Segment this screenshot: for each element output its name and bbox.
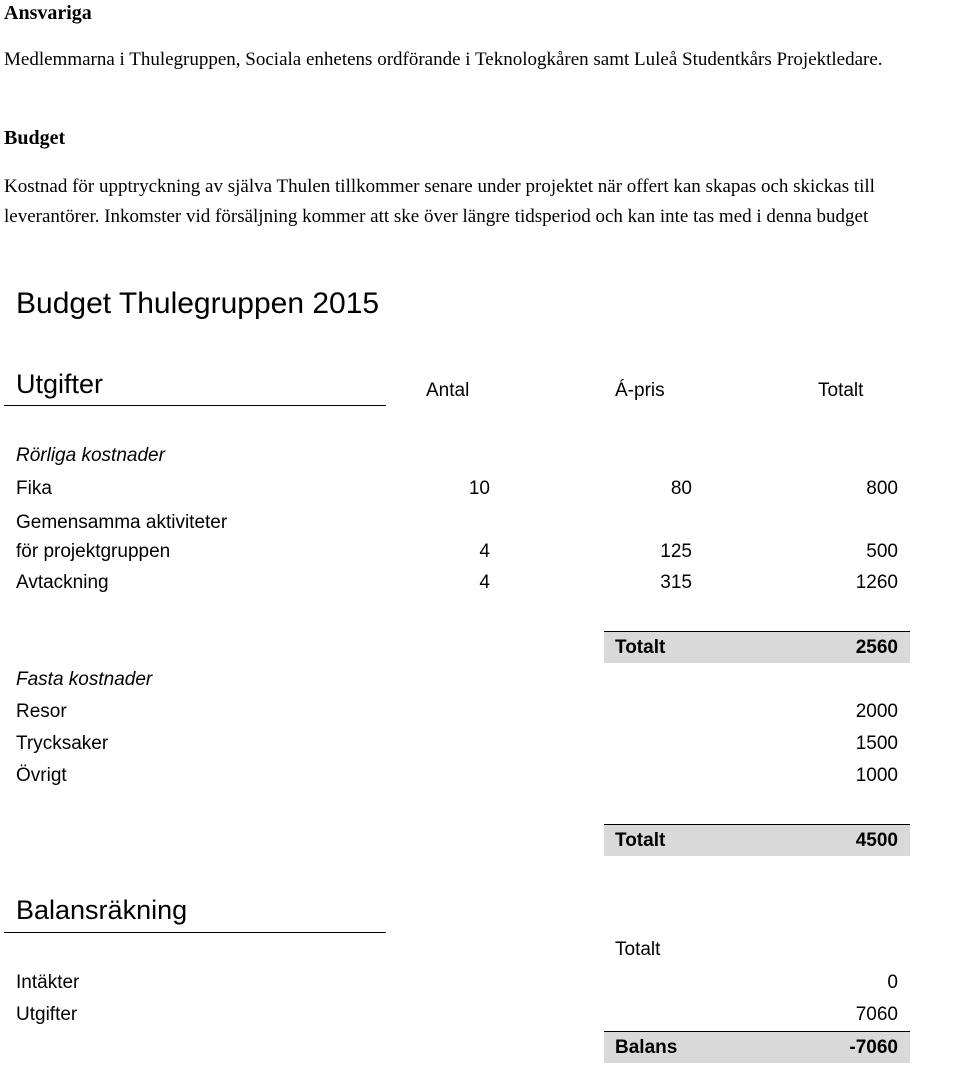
row-label: Övrigt — [16, 765, 67, 786]
budget-paragraph: Kostnad för upptryckning av själva Thulen tillkommer senare under projektet när offert kan skapas och skickas till leverantörer. Inkomster vid försäljning kommer att ske över längre tidsperiod och kan inte tas med i denna budget — [4, 176, 875, 227]
responsible-paragraph: Medlemmarna i Thulegruppen, Sociala enhetens ordförande i Teknologkåren samt Luleå Studentkårs Projektledare. — [4, 49, 883, 70]
row-label-line1: Gemensamma aktiviteter — [16, 512, 228, 533]
row-total: 2000 — [855, 701, 898, 722]
row-qty: 4 — [479, 572, 490, 593]
row-total: 1000 — [855, 765, 898, 786]
fixed-total-label: Totalt — [615, 830, 666, 851]
col-header-unit-price: Á-pris — [615, 380, 665, 401]
fixed-total-rule — [604, 824, 910, 825]
variable-costs-label: Rörliga kostnader — [16, 445, 165, 466]
balance-col-total: Totalt — [615, 939, 661, 960]
row-qty: 4 — [479, 541, 490, 562]
sheet-title: Budget Thulegruppen 2015 — [16, 287, 380, 320]
row-label: för projektgruppen — [16, 541, 171, 562]
balance-underline — [4, 932, 386, 933]
balance-value: -7060 — [849, 1037, 898, 1058]
expenses-underline — [4, 405, 386, 406]
heading-responsible: Ansvariga — [4, 2, 92, 24]
col-header-total: Totalt — [818, 380, 864, 401]
balance-label: Balans — [615, 1037, 678, 1058]
row-label: Utgifter — [16, 1004, 78, 1025]
row-label: Trycksaker — [16, 733, 109, 754]
row-label: Fika — [16, 478, 52, 499]
row-unit-price: 125 — [660, 541, 692, 562]
row-value: 7060 — [855, 1004, 898, 1025]
row-total: 500 — [866, 541, 898, 562]
expenses-header: Utgifter — [16, 369, 104, 399]
balance-title: Balansräkning — [16, 895, 188, 925]
row-value: 0 — [887, 972, 898, 993]
row-label: Intäkter — [16, 972, 80, 993]
variable-total-value: 2560 — [855, 637, 898, 658]
heading-budget: Budget — [4, 127, 66, 149]
row-label: Resor — [16, 701, 67, 722]
fixed-costs-label: Fasta kostnader — [16, 669, 153, 690]
row-label: Avtackning — [16, 572, 109, 593]
col-header-qty: Antal — [426, 380, 470, 401]
variable-total-rule — [604, 631, 910, 632]
row-total: 1500 — [855, 733, 898, 754]
balance-rule — [604, 1031, 910, 1032]
row-total: 800 — [866, 478, 898, 499]
row-unit-price: 80 — [670, 478, 692, 499]
row-total: 1260 — [855, 572, 898, 593]
row-unit-price: 315 — [660, 572, 692, 593]
row-qty: 10 — [468, 478, 490, 499]
fixed-total-value: 4500 — [855, 830, 898, 851]
variable-total-label: Totalt — [615, 637, 666, 658]
